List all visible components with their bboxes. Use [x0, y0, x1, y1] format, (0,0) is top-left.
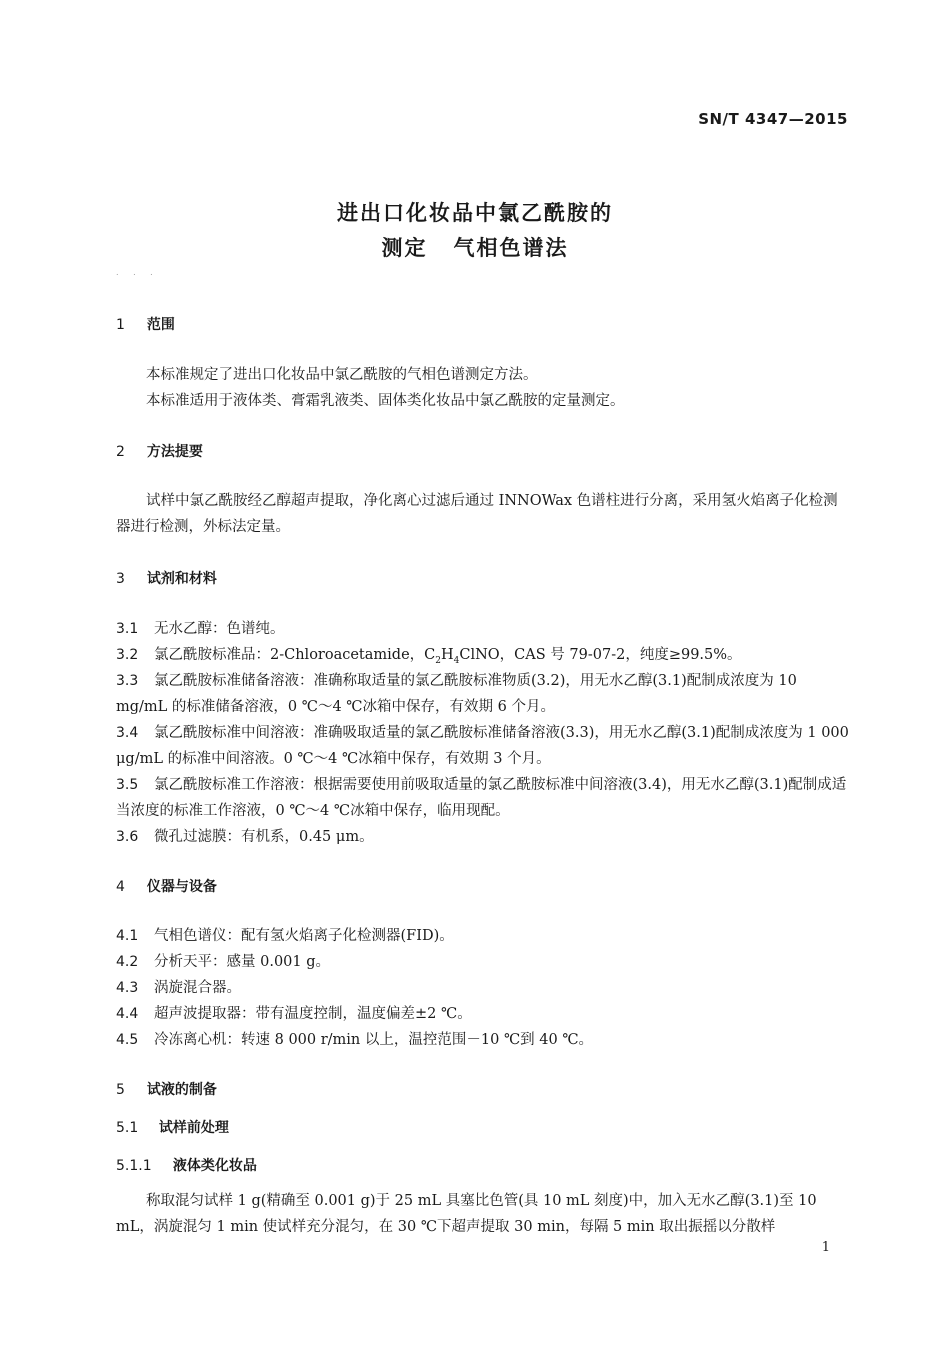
subsection-5-1-heading — [116, 1117, 229, 1137]
section-number: 5.1.1 — [116, 1158, 152, 1174]
item-number: 3.2 — [116, 647, 139, 663]
section-1-heading — [116, 314, 175, 334]
item-text: 分析天平：感量 0.001 g。 — [154, 954, 331, 970]
subsection-5-1-1-paragraph: 称取混匀试样 1 g(精确至 0.001 g)于 25 mL 具塞比色管(具 10 mL 刻度)中，加入无水乙醇(3.1)至 10 mL，涡旋混匀 1 min 使试样充分混匀，在 30 ℃下超声提取 30 min，每隔 5 min 取出振摇以分散样 — [116, 1193, 817, 1235]
standard-code: SN/T 4347—2015 — [698, 110, 848, 128]
item-number: 4.3 — [116, 980, 139, 996]
section-title: 试液的制备 — [146, 1082, 217, 1098]
item-number: 4.1 — [116, 928, 139, 944]
section-1-paragraph-2: 本标准适用于液体类、膏霜乳液类、固体类化妆品中氯乙酰胺的定量测定。 — [146, 393, 625, 409]
item-4-2 — [116, 949, 850, 975]
item-3-5 — [116, 772, 850, 824]
item-text: 氯乙酰胺标准储备溶液：准确称取适量的氯乙酰胺标准物质(3.2)，用无水乙醇(3.1)配制成浓度为 10 mg/mL 的标准储备溶液，0 ℃～4 ℃冰箱中保存，有效期 6 个月。 — [116, 673, 797, 715]
item-3-1 — [116, 616, 850, 642]
item-3-3 — [116, 668, 850, 720]
item-text: 涡旋混合器。 — [154, 980, 241, 996]
subscript: 2 — [435, 655, 441, 666]
item-4-1 — [116, 923, 850, 949]
section-2-paragraph-1: 试样中氯乙酰胺经乙醇超声提取，净化离心过滤后通过 INNOWax 色谱柱进行分离，采用氢火焰离子化检测器进行检测，外标法定量。 — [116, 493, 838, 535]
section-3-heading — [116, 568, 217, 588]
item-text: 微孔过滤膜：有机系，0.45 μm。 — [154, 829, 374, 845]
section-number: 5 — [116, 1082, 125, 1098]
item-number: 4.5 — [116, 1032, 139, 1048]
section-5-heading — [116, 1079, 217, 1099]
decorative-dots: . . . — [116, 268, 159, 277]
section-number: 1 — [116, 317, 125, 333]
section-title: 方法提要 — [146, 444, 203, 460]
section-number: 2 — [116, 444, 125, 460]
section-number: 3 — [116, 571, 125, 587]
section-number: 5.1 — [116, 1120, 139, 1136]
title-part-a: 测定 — [381, 236, 428, 260]
item-text-part: ClNO，CAS 号 79-07-2，纯度≥99.5%。 — [459, 647, 742, 663]
section-1-paragraph-1: 本标准规定了进出口化妆品中氯乙酰胺的气相色谱测定方法。 — [146, 367, 538, 383]
item-4-5 — [116, 1027, 850, 1053]
item-number: 4.4 — [116, 1006, 139, 1022]
section-2-heading — [116, 441, 203, 461]
subscript: 4 — [453, 655, 460, 666]
item-text: 冷冻离心机：转速 8 000 r/min 以上，温控范围－10 ℃到 40 ℃。 — [154, 1032, 594, 1048]
section-title: 范围 — [146, 317, 175, 333]
item-number: 3.5 — [116, 777, 139, 793]
document-title-line1: 进出口化妆品中氯乙酰胺的 — [337, 201, 613, 225]
item-number: 3.1 — [116, 621, 139, 637]
item-3-6 — [116, 824, 850, 850]
section-title: 试样前处理 — [158, 1120, 229, 1136]
item-text: 气相色谱仪：配有氢火焰离子化检测器(FID)。 — [154, 928, 454, 944]
section-number: 4 — [116, 879, 125, 895]
item-text-part: 氯乙酰胺标准品：2-Chloroacetamide，C — [154, 647, 436, 663]
item-3-4 — [116, 720, 850, 772]
item-text-part: H — [440, 647, 454, 663]
item-text: 无水乙醇：色谱纯。 — [154, 621, 285, 637]
item-number: 3.4 — [116, 725, 139, 741]
item-number: 3.6 — [116, 829, 139, 845]
item-number: 4.2 — [116, 954, 139, 970]
item-number: 3.3 — [116, 673, 139, 689]
item-4-4 — [116, 1001, 850, 1027]
item-4-3 — [116, 975, 850, 1001]
section-title: 仪器与设备 — [146, 879, 217, 895]
section-4-heading — [116, 876, 217, 896]
document-title-line2 — [0, 232, 950, 262]
page-number: 1 — [821, 1240, 830, 1255]
subsection-5-1-1-heading — [116, 1155, 257, 1175]
item-text: 氯乙酰胺标准中间溶液：准确吸取适量的氯乙酰胺标准储备溶液(3.3)，用无水乙醇(3.1)配制成浓度为 1 000 μg/mL 的标准中间溶液。0 ℃～4 ℃冰箱中保存，有效期 3 个月。 — [116, 725, 849, 767]
section-title: 液体类化妆品 — [172, 1158, 257, 1174]
title-part-b: 气相色谱法 — [453, 236, 569, 260]
section-title: 试剂和材料 — [146, 571, 217, 587]
item-text: 超声波提取器：带有温度控制，温度偏差±2 ℃。 — [154, 1006, 472, 1022]
item-text: 氯乙酰胺标准工作溶液：根据需要使用前吸取适量的氯乙酰胺标准中间溶液(3.4)，用无水乙醇(3.1)配制成适当浓度的标准工作溶液，0 ℃～4 ℃冰箱中保存，临用现配。 — [116, 777, 847, 819]
